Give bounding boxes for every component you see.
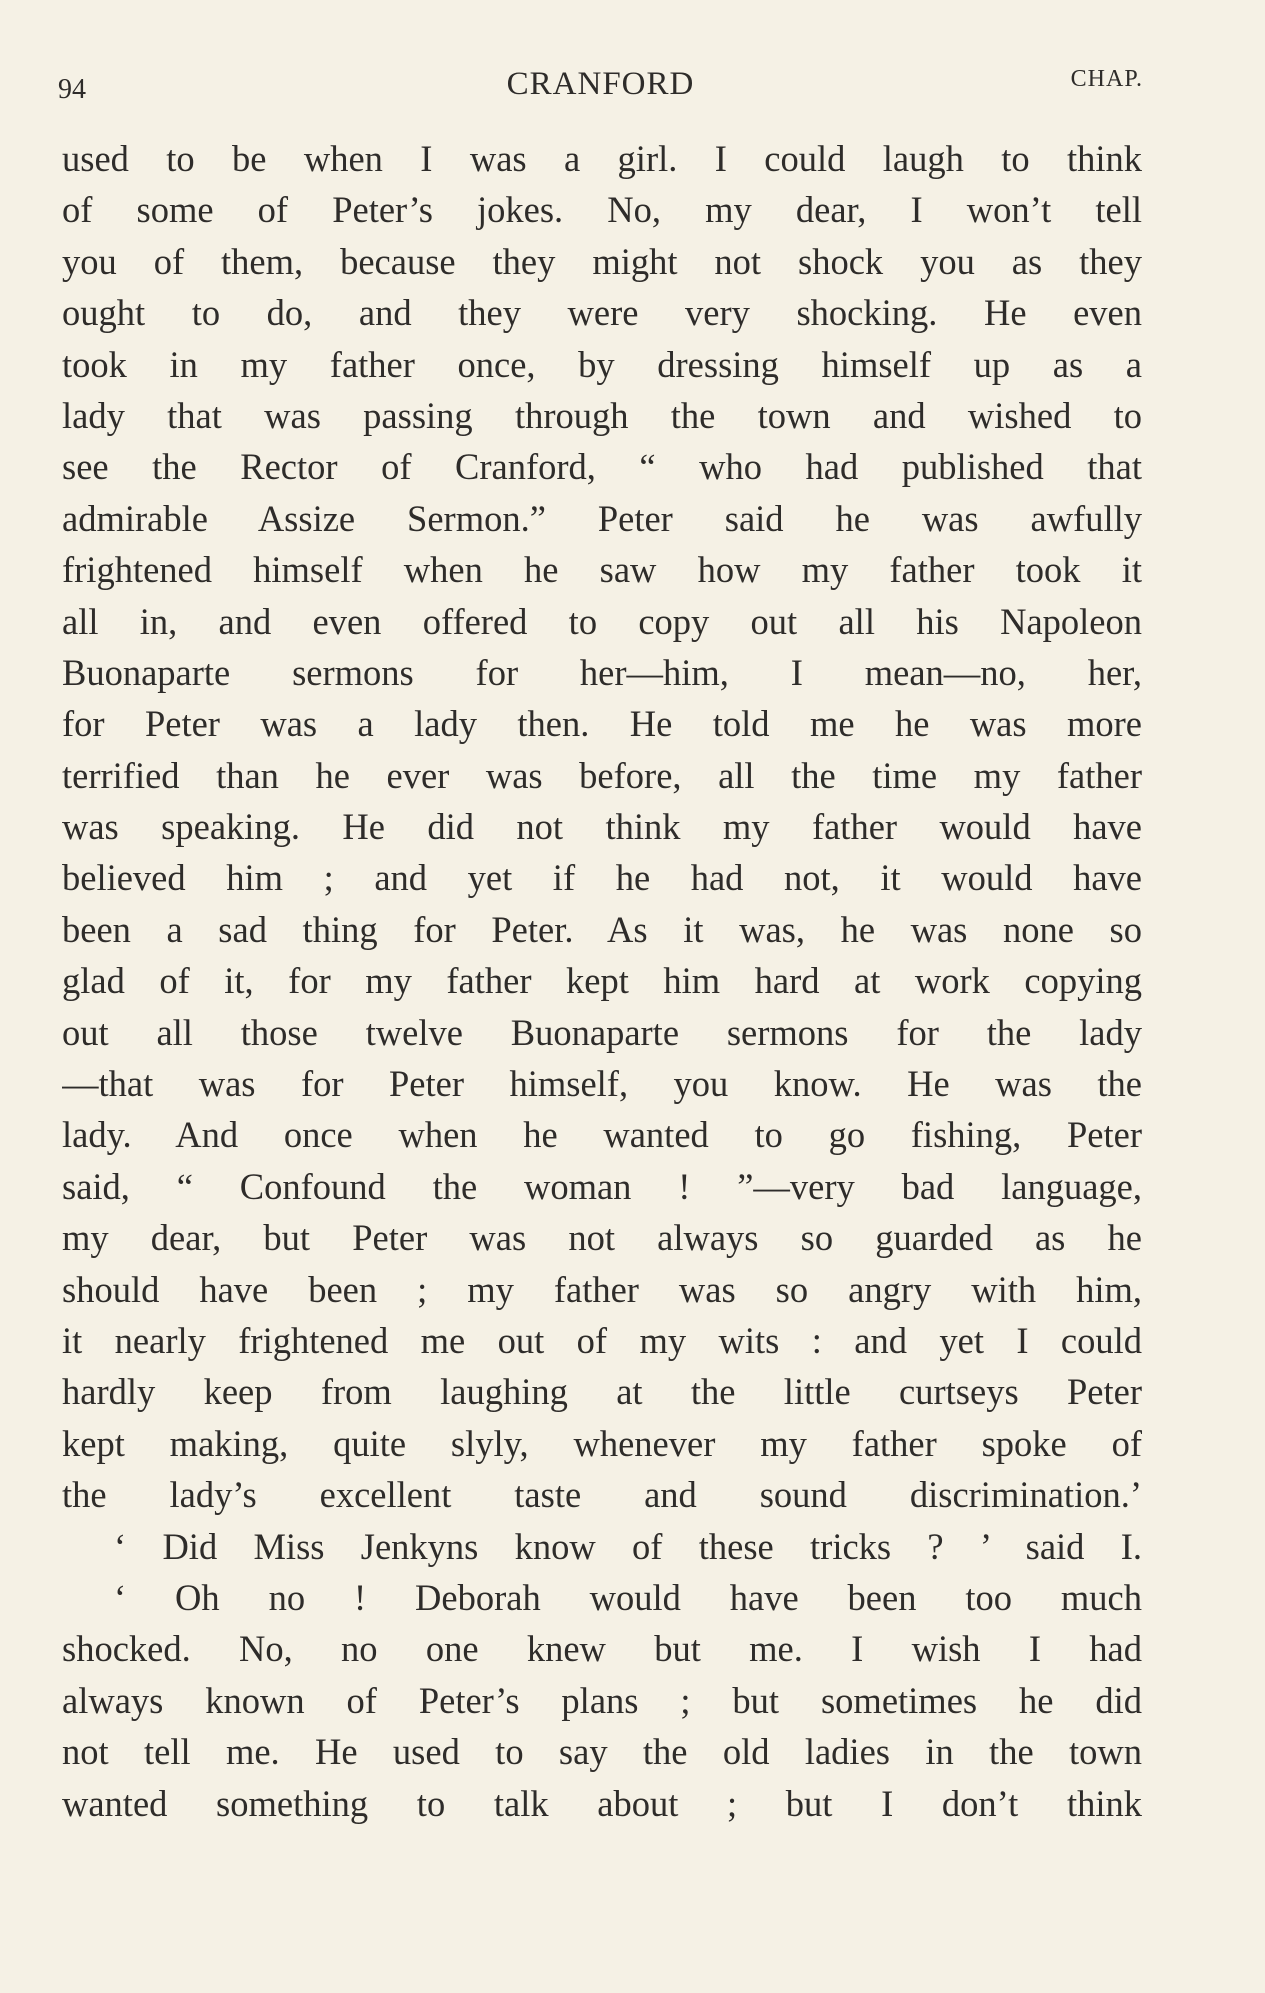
chapter-label: CHAP. — [1070, 66, 1143, 92]
text-line: should have been ; my father was so angry with him, — [62, 1268, 1142, 1310]
text-line: hardly keep from laughing at the little curtseys Peter — [62, 1371, 1142, 1413]
text-line: wanted something to talk about ; but I don’t think — [62, 1782, 1142, 1824]
text-line: —that was for Peter himself, you know. He was the — [62, 1063, 1142, 1105]
text-line: all in, and even offered to copy out all his Napoleon — [62, 600, 1142, 642]
text-line: ‘ Oh no ! Deborah would have been too much — [114, 1576, 1142, 1618]
page-header — [58, 62, 1143, 112]
text-line: believed him ; and yet if he had not, it would have — [62, 857, 1142, 899]
text-line: of some of Peter’s jokes. No, my dear, I won’t tell — [62, 189, 1142, 231]
text-line: it nearly frightened me out of my wits : and yet I could — [62, 1319, 1142, 1361]
text-line: said, “ Confound the woman ! ”—very bad language, — [62, 1165, 1142, 1207]
text-line: see the Rector of Cranford, “ who had published that — [62, 446, 1142, 488]
text-line: out all those twelve Buonaparte sermons for the lady — [62, 1011, 1142, 1053]
text-line: for Peter was a lady then. He told me he was more — [62, 703, 1142, 745]
text-line: used to be when I was a girl. I could laugh to think — [62, 138, 1142, 179]
text-line: you of them, because they might not shock you as they — [62, 240, 1142, 282]
body-text — [62, 133, 1142, 1829]
text-line: Buonaparte sermons for her—him, I mean—no, her, — [62, 651, 1142, 693]
text-line: always known of Peter’s plans ; but sometimes he did — [62, 1679, 1142, 1721]
text-line: terrified than he ever was before, all the time my father — [62, 754, 1142, 796]
text-line: lady that was passing through the town and wished to — [62, 394, 1142, 436]
text-line: ought to do, and they were very shocking. He even — [62, 292, 1142, 334]
text-line: glad of it, for my father kept him hard at work copying — [62, 960, 1142, 1002]
text-line: not tell me. He used to say the old ladies in the town — [62, 1731, 1142, 1773]
text-line: kept making, quite slyly, whenever my father spoke of — [62, 1422, 1142, 1464]
text-line: admirable Assize Sermon.” Peter said he was awfully — [62, 497, 1142, 539]
text-line: the lady’s excellent taste and sound discrimination.’ — [62, 1474, 1142, 1516]
text-line: lady. And once when he wanted to go fishing, Peter — [62, 1114, 1142, 1156]
text-line: been a sad thing for Peter. As it was, he was none so — [62, 908, 1142, 950]
text-line: ‘ Did Miss Jenkyns know of these tricks ? ’ said I. — [114, 1525, 1142, 1567]
text-line: frightened himself when he saw how my father took it — [62, 549, 1142, 591]
text-line: was speaking. He did not think my father would have — [62, 806, 1142, 848]
text-line: shocked. No, no one knew but me. I wish I had — [62, 1628, 1142, 1670]
running-title: CRANFORD — [506, 66, 695, 102]
page-number: 94 — [58, 74, 86, 105]
text-line: my dear, but Peter was not always so guarded as he — [62, 1217, 1142, 1259]
text-line: took in my father once, by dressing himself up as a — [62, 343, 1142, 385]
